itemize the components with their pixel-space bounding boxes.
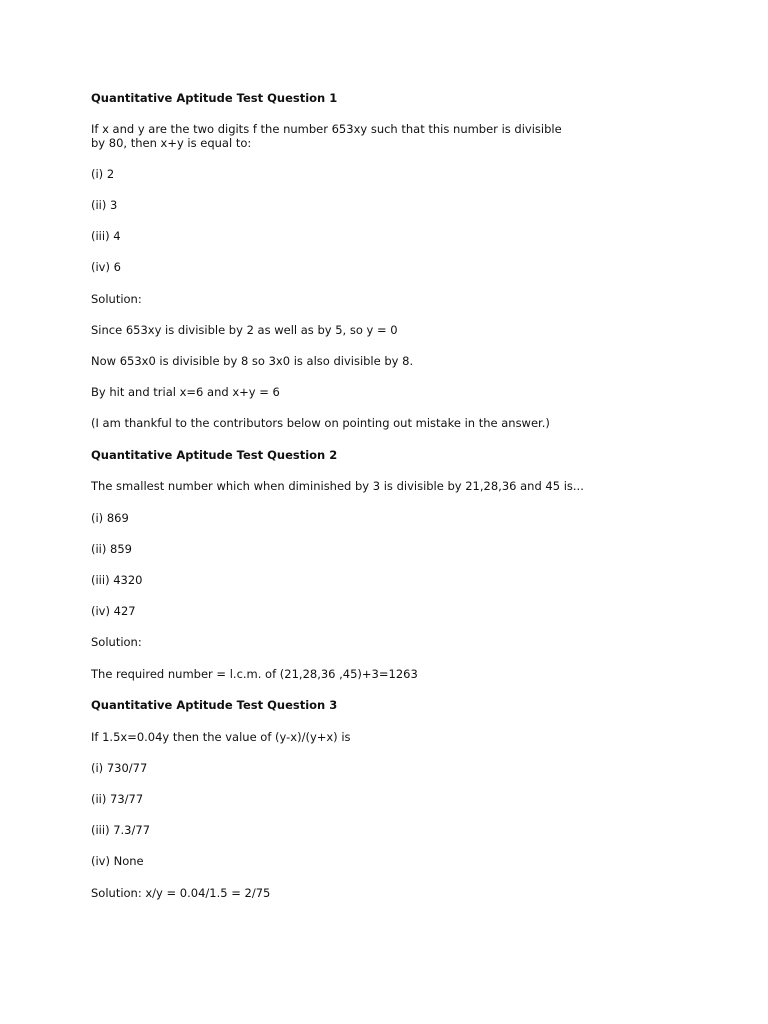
- q2-question: The smallest number which when diminished by 3 is divisible by 21,28,36 and 45 is...: [91, 479, 584, 493]
- q3-option-4: (iv) None: [91, 854, 144, 868]
- q2-option-2: (ii) 859: [91, 542, 132, 556]
- q1-option-4: (iv) 6: [91, 260, 121, 274]
- q3-option-1: (i) 730/77: [91, 761, 148, 775]
- q1-solution-line-3: By hit and trial x=6 and x+y = 6: [91, 385, 280, 399]
- q2-option-4: (iv) 427: [91, 604, 136, 618]
- q1-question: If x and y are the two digits f the number 653xy such that this number is divisible by 80, then x+y is equal to:: [91, 122, 562, 150]
- q2-option-1: (i) 869: [91, 511, 129, 525]
- q1-option-1: (i) 2: [91, 167, 115, 181]
- q1-solution-label: Solution:: [91, 292, 142, 306]
- q2-option-3: (iii) 4320: [91, 573, 143, 587]
- q2-heading: Quantitative Aptitude Test Question 2: [91, 448, 338, 462]
- q1-heading: Quantitative Aptitude Test Question 1: [91, 91, 338, 105]
- q1-solution-line-2: Now 653x0 is divisible by 8 so 3x0 is also divisible by 8.: [91, 354, 414, 368]
- q3-option-2: (ii) 73/77: [91, 792, 144, 806]
- q2-solution-line-1: The required number = l.c.m. of (21,28,36 ,45)+3=1263: [91, 667, 418, 681]
- q3-heading: Quantitative Aptitude Test Question 3: [91, 698, 338, 712]
- q1-solution-line-1: Since 653xy is divisible by 2 as well as by 5, so y = 0: [91, 323, 398, 337]
- q3-option-3: (iii) 7.3/77: [91, 823, 151, 837]
- q2-solution-label: Solution:: [91, 635, 142, 649]
- q1-option-2: (ii) 3: [91, 198, 118, 212]
- q1-solution-note: (I am thankful to the contributors below on pointing out mistake in the answer.): [91, 416, 550, 430]
- q1-option-3: (iii) 4: [91, 229, 121, 243]
- q3-solution-line: Solution: x/y = 0.04/1.5 = 2/75: [91, 886, 271, 900]
- q3-question: If 1.5x=0.04y then the value of (y-x)/(y+x) is: [91, 730, 351, 744]
